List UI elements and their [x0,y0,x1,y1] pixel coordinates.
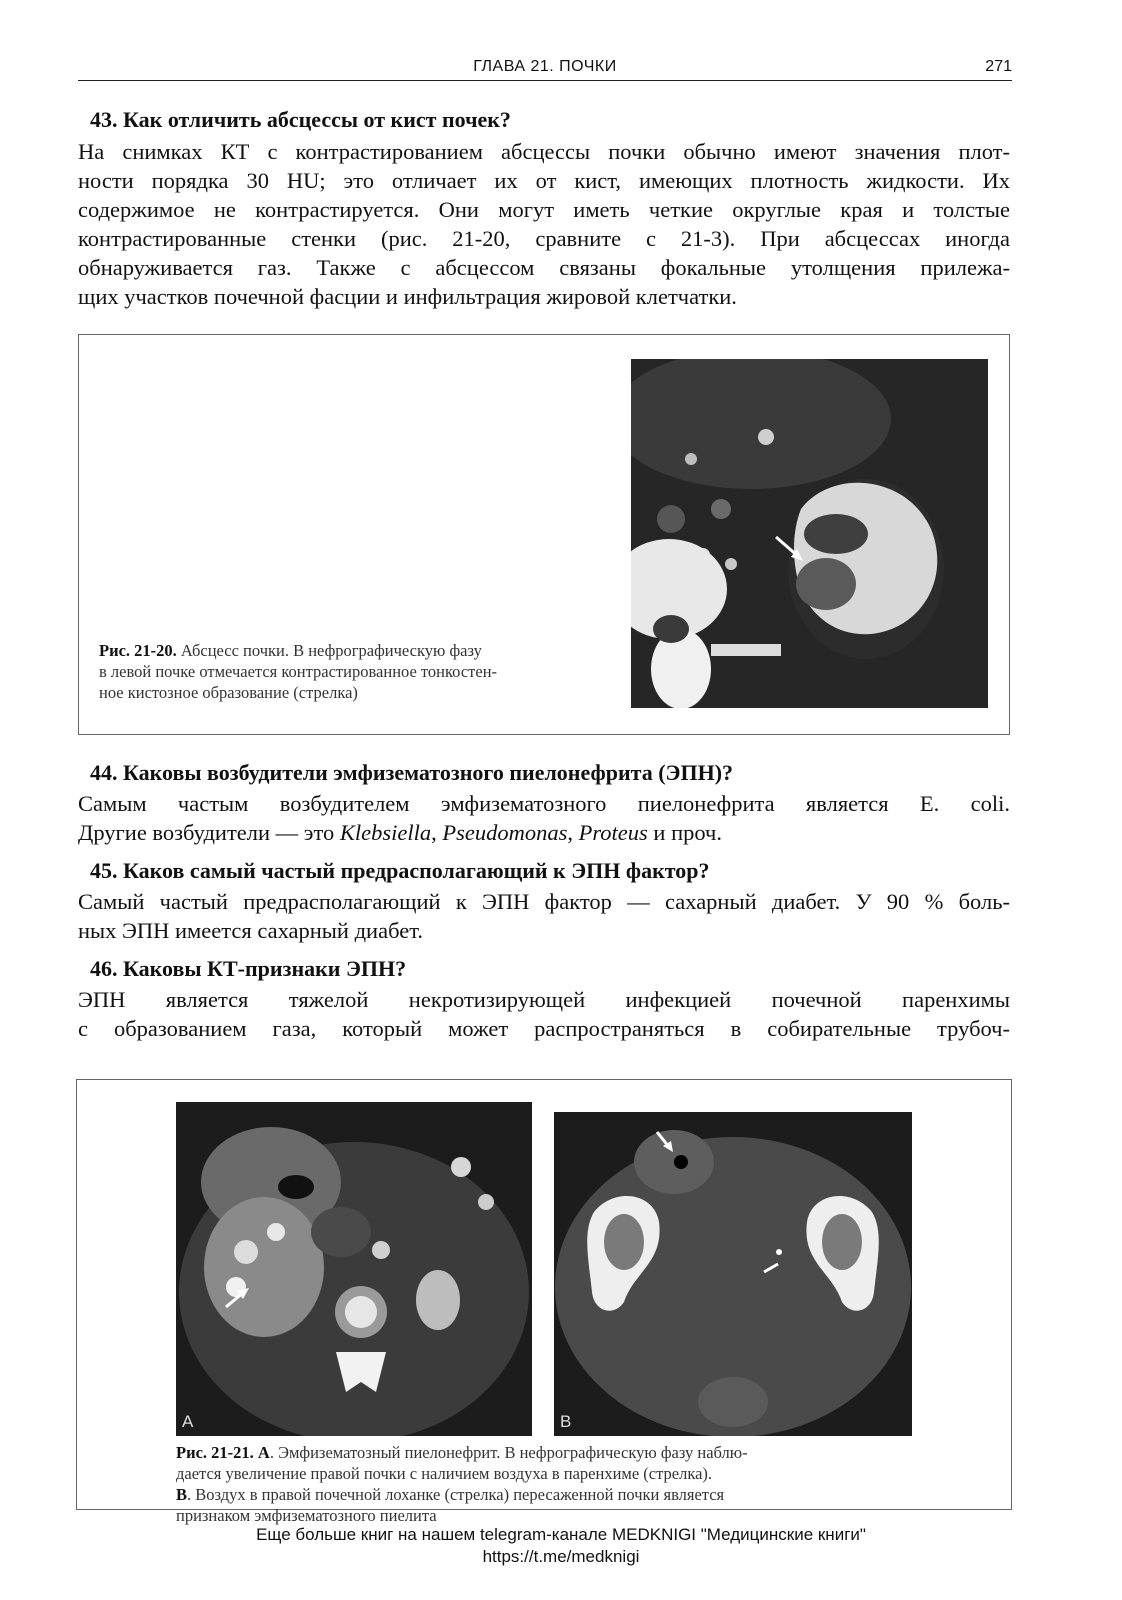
answer-43-line: ности порядка 30 HU; это отличает их от кист, имеющих плотность жидкости. Их [78,168,1010,193]
answer-46-line: ЭПН является тяжелой некротизирующей инфекцией почечной паренхимы [78,987,1010,1012]
ct-image-panel-a [176,1102,532,1436]
figure-21-20 [78,334,1010,735]
page-number: 271 [985,58,1012,75]
answer-43 [78,137,1010,311]
answer-44-line: Самым частым возбудителем эмфизематозного пиелонефрита является E. coli. [78,791,1010,816]
panel-label-a: A [182,1412,194,1431]
figure-caption-text: . Эмфизематозный пиелонефрит. В нефрографическую фазу наблю- [269,1443,748,1462]
running-header [78,58,1012,81]
answer-43-line: содержимое не контрастируется. Они могут иметь четкие округлые края и толстые [78,197,1010,222]
figure-21-20-caption [99,640,619,703]
figure-caption-text: дается увеличение правой почки с наличием воздуха в паренхиме (стрелка). [176,1464,713,1483]
chapter-title: ГЛАВА 21. ПОЧКИ [473,58,617,75]
footer-link[interactable]: https://t.me/medknigi [482,1547,640,1566]
figure-caption-text: ное кистозное образование (стрелка) [99,683,358,702]
answer-43-line: контрастированные стенки (рис. 21-20, сравните с 21-3). При абсцессах иногда [78,226,1010,251]
answer-46 [78,985,1010,1043]
answer-43-line: На снимках КТ с контрастированием абсцессы почки обычно имеют значения плот- [78,139,1010,164]
figure-caption-text: . Воздух в правой почечной лоханке (стрелка) пересаженной почки является [187,1485,725,1504]
figure-21-21-caption: Рис. 21-21. А. Эмфизематозный пиелонефрит. В нефрографическую фазу наблю- дается увеличение правой почки с наличием воздуха в паренхиме (стрелка). В. Воздух в правой почечной лоханке (стрелка) пересаженной почки является признаком эмфизематозного пиелита [176,1443,748,1525]
answer-44-line: Другие возбудители — это Klebsiella, Pseudomonas, Proteus и проч. [78,820,722,845]
ct-image-panel-b [554,1112,912,1436]
figure-21-21 [76,1079,1012,1525]
answer-45-line: Самый частый предрасполагающий к ЭПН фактор — сахарный диабет. У 90 % боль- [78,889,1010,914]
question-45-title: 45. Каков самый частый предрасполагающий к ЭПН фактор? [90,858,710,883]
organism-name: Klebsiella [339,820,432,845]
figure-caption-text: признаком эмфизематозного пиелита [176,1506,437,1525]
question-46-title: 46. Каковы КТ-признаки ЭПН? [90,956,407,981]
question-43-title: 43. Как отличить абсцессы от кист почек? [90,107,511,132]
figure-caption-label: Рис. 21-21. [176,1443,254,1462]
organism-name: Proteus [578,820,648,845]
answer-46-line: с образованием газа, который может распространяться в собирательные трубоч- [78,1016,1010,1041]
ct-image-kidney-abscess [631,359,988,708]
organism-name: Pseudomonas [442,820,568,845]
answer-45 [78,887,1010,945]
figure-caption-text: в левой почке отмечается контрастированное тонкостен- [99,662,498,681]
footer-note [0,1524,1122,1568]
answer-44 [78,789,1010,847]
figure-caption-text: Абсцесс почки. В нефрографическую фазу [176,641,482,660]
footer-line: Еще больше книг на нашем telegram-канале MEDKNIGI "Медицинские книги" [256,1525,866,1544]
answer-43-line: обнаруживается газ. Также с абсцессом связаны фокальные утолщения прилежа- [78,255,1010,280]
answer-45-line: ных ЭПН имеется сахарный диабет. [78,918,423,943]
panel-label-b: B [560,1412,572,1431]
answer-43-line: щих участков почечной фасции и инфильтрация жировой клетчатки. [78,284,737,309]
figure-caption-label: Рис. 21-20. [99,641,177,660]
question-44-title: 44. Каковы возбудители эмфизематозного пиелонефрита (ЭПН)? [90,760,734,785]
